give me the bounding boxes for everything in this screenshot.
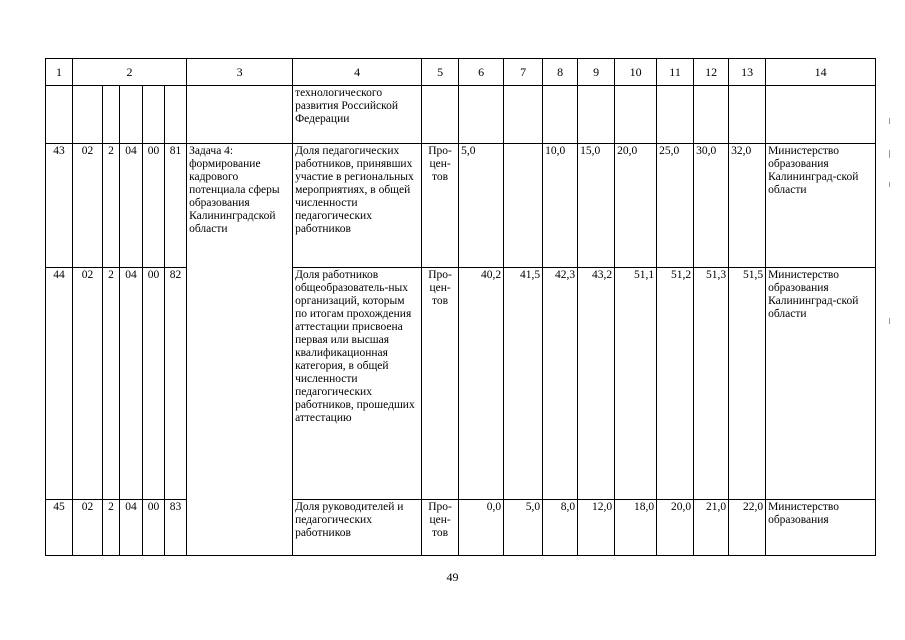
code-cell: 2: [103, 144, 120, 268]
header-cell: 12: [694, 59, 729, 86]
value-cell: 51,5: [729, 268, 766, 500]
code-cell: 00: [143, 268, 165, 500]
value-cell: 30,0: [694, 144, 729, 268]
code-cell: 00: [143, 144, 165, 268]
value-cell: 5,0: [504, 500, 543, 556]
responsible-cell: Министерство образования Калининград-ской области: [766, 268, 876, 500]
value-cell: 0,0: [459, 500, 504, 556]
value-cell: 42,3: [543, 268, 578, 500]
header-cell: 3: [187, 59, 293, 86]
value-cell: 12,0: [578, 500, 615, 556]
value-cell: 51,2: [657, 268, 694, 500]
header-cell: 4: [293, 59, 422, 86]
table-row: [46, 500, 876, 556]
indicator-cell: Доля педагогических работников, принявших участие в региональных мероприятиях, в общей численности педагогических работников: [293, 144, 422, 268]
scan-mark: [889, 318, 890, 324]
value-cell: 20,0: [657, 500, 694, 556]
scan-mark: [889, 150, 890, 158]
value-cell: 8,0: [543, 500, 578, 556]
value-cell: 51,3: [694, 268, 729, 500]
value-cell: 5,0: [459, 144, 504, 268]
header-cell: 14: [766, 59, 876, 86]
header-cell: 6: [459, 59, 504, 86]
header-cell: 7: [504, 59, 543, 86]
task-cell-empty: [187, 268, 293, 500]
value-cell: 22,0: [729, 500, 766, 556]
code-cell: 02: [73, 500, 103, 556]
page-number: 49: [446, 570, 459, 584]
header-cell: 13: [729, 59, 766, 86]
task-cell: Задача 4: формирование кадрового потенциала сферы образования Калининградской области: [187, 144, 293, 268]
header-cell: 11: [657, 59, 694, 86]
code-cell: 2: [103, 268, 120, 500]
value-cell: 10,0: [543, 144, 578, 268]
row-number: 43: [46, 144, 73, 268]
responsible-cell: Министерство образования: [766, 500, 876, 556]
row-number: 45: [46, 500, 73, 556]
task-cell-empty: [187, 500, 293, 556]
header-cell: 1: [46, 59, 73, 86]
code-cell: 02: [73, 268, 103, 500]
continuation-row: [46, 86, 876, 144]
code-cell: 2: [103, 500, 120, 556]
header-row: [46, 59, 876, 86]
unit-cell: Про-цен-тов: [422, 268, 459, 500]
indicator-cell: технологического развития Российской Федерации: [293, 86, 422, 144]
unit-cell: Про-цен-тов: [422, 500, 459, 556]
value-cell: 21,0: [694, 500, 729, 556]
code-cell: 04: [120, 144, 143, 268]
header-cell: 9: [578, 59, 615, 86]
code-cell: 04: [120, 268, 143, 500]
table-row: [46, 144, 876, 268]
unit-cell: Про-цен-тов: [422, 144, 459, 268]
value-cell: 41,5: [504, 268, 543, 500]
code-cell: 00: [143, 500, 165, 556]
code-cell: 02: [73, 144, 103, 268]
header-cell: 8: [543, 59, 578, 86]
value-cell: 43,2: [578, 268, 615, 500]
value-cell: 20,0: [615, 144, 657, 268]
header-cell: 5: [422, 59, 459, 86]
header-cell: 10: [615, 59, 657, 86]
responsible-cell: Министерство образования Калининград-ской области: [766, 144, 876, 268]
value-cell: 25,0: [657, 144, 694, 268]
code-cell: 81: [165, 144, 187, 268]
value-cell: [504, 144, 543, 268]
scan-mark: [889, 118, 890, 124]
indicator-table: [45, 58, 876, 556]
value-cell: 15,0: [578, 144, 615, 268]
scan-mark: [889, 182, 890, 187]
value-cell: 18,0: [615, 500, 657, 556]
value-cell: 51,1: [615, 268, 657, 500]
row-number: 44: [46, 268, 73, 500]
header-cell: 2: [73, 59, 187, 86]
indicator-cell: Доля работников общеобразователь-ных организаций, которым по итогам прохождения аттестации присвоена первая или высшая квалификационная категория, в общей численности педагогических работников, прошедших аттестацию: [293, 268, 422, 500]
indicator-cell: Доля руководителей и педагогических работников: [293, 500, 422, 556]
code-cell: 83: [165, 500, 187, 556]
table-row: [46, 268, 876, 500]
code-cell: 04: [120, 500, 143, 556]
code-cell: 82: [165, 268, 187, 500]
value-cell: 40,2: [459, 268, 504, 500]
value-cell: 32,0: [729, 144, 766, 268]
